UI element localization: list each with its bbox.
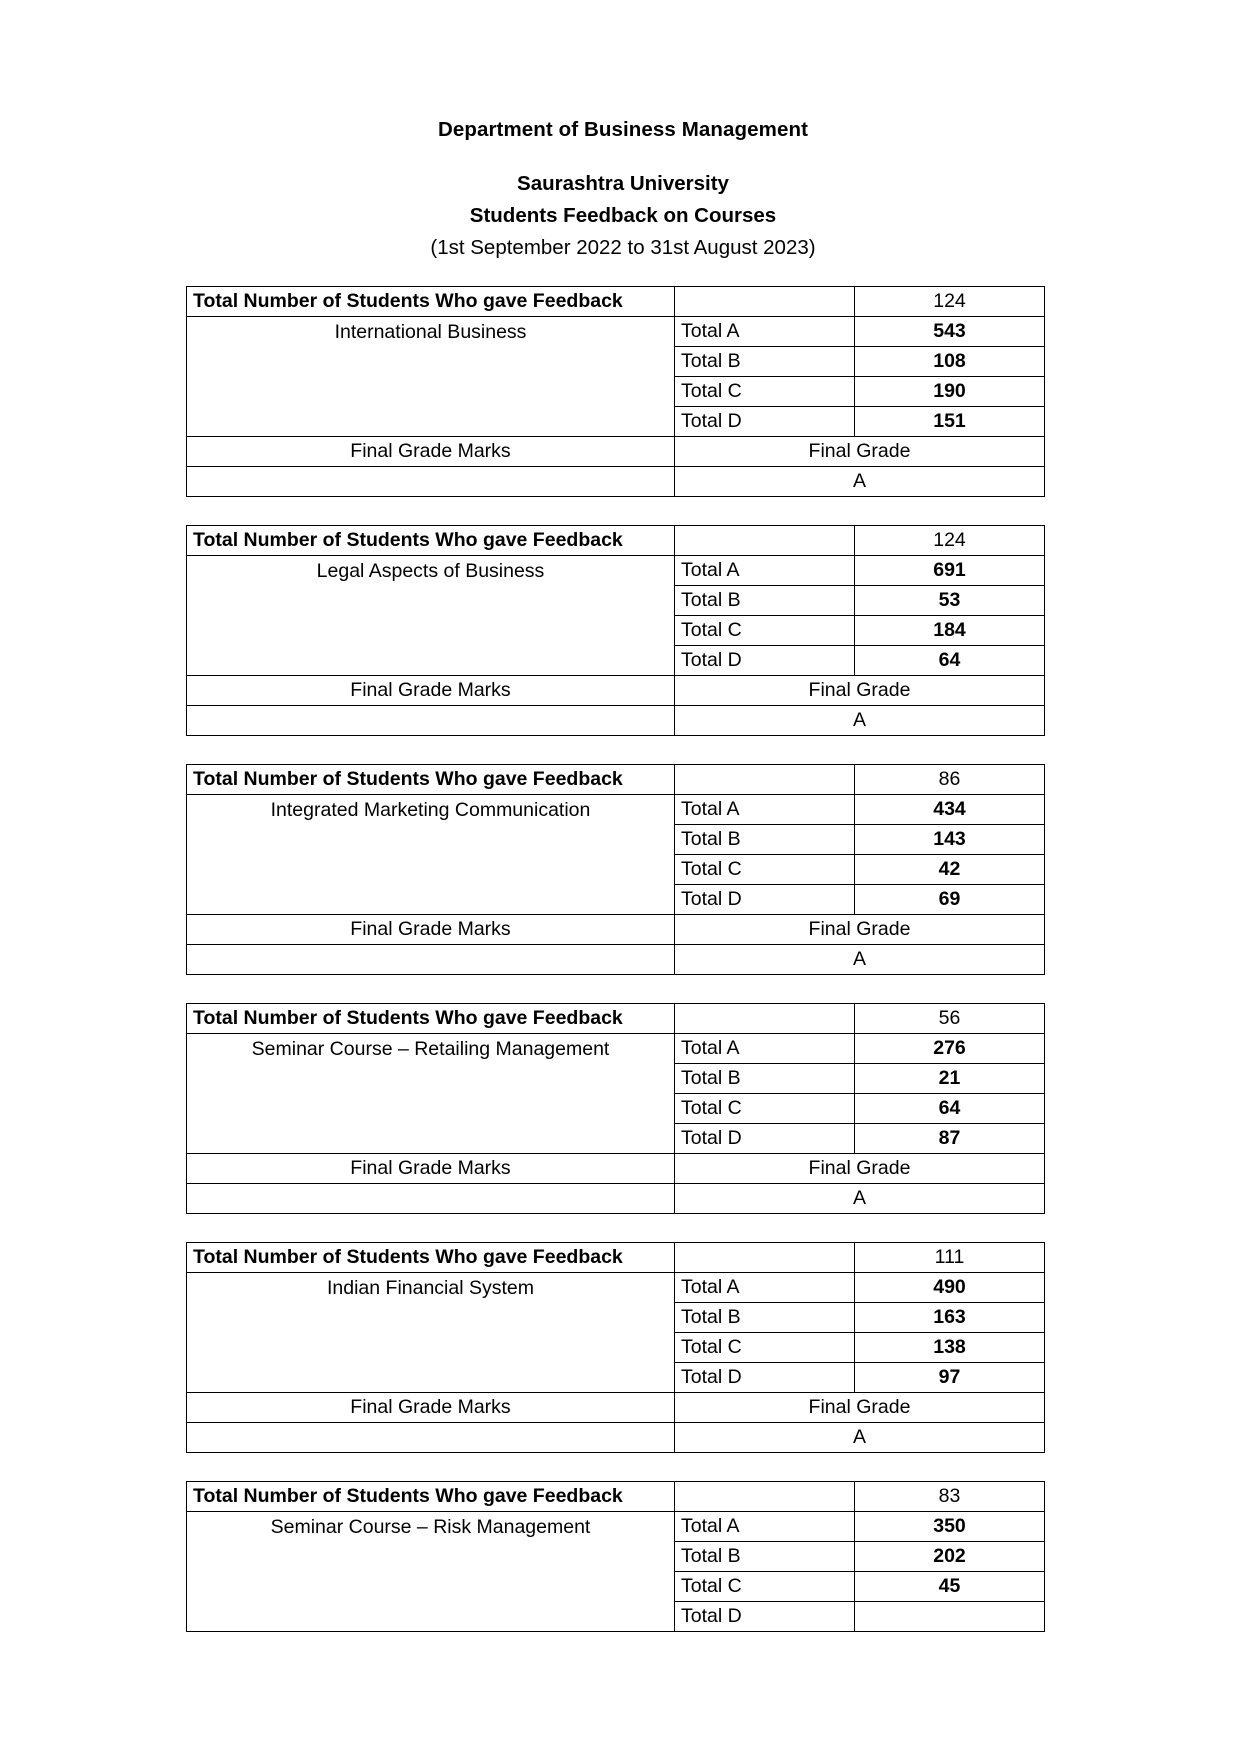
total-b-value: 143 (855, 825, 1045, 855)
document-header (186, 118, 1060, 260)
table-row (187, 1273, 1045, 1303)
total-a-label: Total A (675, 1512, 855, 1542)
table-row (187, 765, 1045, 795)
total-c-value: 42 (855, 855, 1045, 885)
table-row (187, 915, 1045, 945)
total-c-value: 64 (855, 1094, 1045, 1124)
department-title: Department of Business Management (437, 118, 809, 141)
table-row (187, 1034, 1045, 1064)
total-b-label: Total B (675, 347, 855, 377)
course-block-partial (186, 1481, 1060, 1627)
total-b-label: Total B (675, 1064, 855, 1094)
total-b-label: Total B (675, 1303, 855, 1333)
table-row (187, 556, 1045, 586)
total-a-value: 691 (855, 556, 1045, 586)
total-d-value (855, 1602, 1045, 1632)
total-students-label: Total Number of Students Who gave Feedback (187, 1243, 675, 1273)
table-row (187, 467, 1045, 497)
total-c-label: Total C (675, 1333, 855, 1363)
total-students-value: 83 (855, 1482, 1045, 1512)
final-grade-value: A (675, 706, 1045, 736)
total-d-label: Total D (675, 407, 855, 437)
total-b-label: Total B (675, 1542, 855, 1572)
total-a-label: Total A (675, 1273, 855, 1303)
course-blocks (186, 286, 1060, 1627)
spacer-cell (675, 1243, 855, 1273)
total-a-label: Total A (675, 1034, 855, 1064)
table-row (187, 945, 1045, 975)
final-grade-value: A (675, 467, 1045, 497)
report-period: (1st September 2022 to 31st August 2023) (430, 236, 816, 259)
total-c-value: 138 (855, 1333, 1045, 1363)
spacer-cell (675, 1004, 855, 1034)
total-d-value: 97 (855, 1363, 1045, 1393)
total-a-value: 350 (855, 1512, 1045, 1542)
final-grade-marks-value (187, 1423, 675, 1453)
final-grade-marks-label: Final Grade Marks (187, 915, 675, 945)
total-students-label: Total Number of Students Who gave Feedback (187, 765, 675, 795)
total-b-label: Total B (675, 825, 855, 855)
total-a-label: Total A (675, 556, 855, 586)
total-d-label: Total D (675, 1363, 855, 1393)
table-row (187, 1423, 1045, 1453)
table-row (187, 526, 1045, 556)
final-grade-marks-value (187, 467, 675, 497)
total-students-value: 111 (855, 1243, 1045, 1273)
total-a-value: 434 (855, 795, 1045, 825)
final-grade-label: Final Grade (675, 676, 1045, 706)
course-name: Integrated Marketing Communication (187, 795, 675, 915)
total-a-value: 276 (855, 1034, 1045, 1064)
course-name: International Business (187, 317, 675, 437)
course-name: Seminar Course – Retailing Management (187, 1034, 675, 1154)
university-name: Saurashtra University (517, 172, 729, 195)
final-grade-label: Final Grade (675, 1154, 1045, 1184)
total-d-value: 64 (855, 646, 1045, 676)
total-b-label: Total B (675, 586, 855, 616)
final-grade-label: Final Grade (675, 915, 1045, 945)
final-grade-label: Final Grade (675, 437, 1045, 467)
table-row (187, 1243, 1045, 1273)
total-c-value: 45 (855, 1572, 1045, 1602)
total-c-label: Total C (675, 616, 855, 646)
total-d-label: Total D (675, 1602, 855, 1632)
table-row (187, 317, 1045, 347)
total-c-value: 190 (855, 377, 1045, 407)
final-grade-marks-label: Final Grade Marks (187, 1393, 675, 1423)
table-row (187, 287, 1045, 317)
total-a-value: 543 (855, 317, 1045, 347)
total-d-label: Total D (675, 1124, 855, 1154)
total-c-label: Total C (675, 855, 855, 885)
course-name: Seminar Course – Risk Management (187, 1512, 675, 1632)
total-d-value: 87 (855, 1124, 1045, 1154)
course-table (186, 764, 1045, 975)
table-row (187, 676, 1045, 706)
final-grade-marks-label: Final Grade Marks (187, 437, 675, 467)
total-students-value: 124 (855, 287, 1045, 317)
table-row (187, 1184, 1045, 1214)
total-d-value: 151 (855, 407, 1045, 437)
total-c-label: Total C (675, 377, 855, 407)
total-d-value: 69 (855, 885, 1045, 915)
final-grade-value: A (675, 1423, 1045, 1453)
total-a-label: Total A (675, 795, 855, 825)
course-table (186, 1242, 1045, 1453)
course-table (186, 1481, 1045, 1632)
total-a-value: 490 (855, 1273, 1045, 1303)
total-c-value: 184 (855, 616, 1045, 646)
total-students-label: Total Number of Students Who gave Feedback (187, 526, 675, 556)
table-row (187, 1512, 1045, 1542)
table-row (187, 1482, 1045, 1512)
final-grade-value: A (675, 1184, 1045, 1214)
total-students-value: 124 (855, 526, 1045, 556)
total-students-label: Total Number of Students Who gave Feedback (187, 1004, 675, 1034)
total-d-label: Total D (675, 885, 855, 915)
table-row (187, 706, 1045, 736)
final-grade-value: A (675, 945, 1045, 975)
course-name: Indian Financial System (187, 1273, 675, 1393)
report-subtitle: Students Feedback on Courses (469, 204, 777, 227)
spacer-cell (675, 765, 855, 795)
total-c-label: Total C (675, 1094, 855, 1124)
spacer-cell (675, 526, 855, 556)
total-a-label: Total A (675, 317, 855, 347)
spacer-cell (675, 287, 855, 317)
total-b-value: 53 (855, 586, 1045, 616)
course-name: Legal Aspects of Business (187, 556, 675, 676)
final-grade-marks-label: Final Grade Marks (187, 676, 675, 706)
final-grade-marks-label: Final Grade Marks (187, 1154, 675, 1184)
final-grade-marks-value (187, 945, 675, 975)
course-table (186, 525, 1045, 736)
table-row (187, 1154, 1045, 1184)
total-students-value: 56 (855, 1004, 1045, 1034)
table-row (187, 1004, 1045, 1034)
table-row (187, 437, 1045, 467)
total-students-label: Total Number of Students Who gave Feedback (187, 1482, 675, 1512)
final-grade-marks-value (187, 706, 675, 736)
spacer-cell (675, 1482, 855, 1512)
total-b-value: 202 (855, 1542, 1045, 1572)
total-b-value: 163 (855, 1303, 1045, 1333)
total-d-label: Total D (675, 646, 855, 676)
final-grade-label: Final Grade (675, 1393, 1045, 1423)
total-students-label: Total Number of Students Who gave Feedback (187, 287, 675, 317)
total-students-value: 86 (855, 765, 1045, 795)
total-b-value: 108 (855, 347, 1045, 377)
table-row (187, 1393, 1045, 1423)
total-c-label: Total C (675, 1572, 855, 1602)
course-table (186, 286, 1045, 497)
total-b-value: 21 (855, 1064, 1045, 1094)
course-table (186, 1003, 1045, 1214)
final-grade-marks-value (187, 1184, 675, 1214)
table-row (187, 795, 1045, 825)
